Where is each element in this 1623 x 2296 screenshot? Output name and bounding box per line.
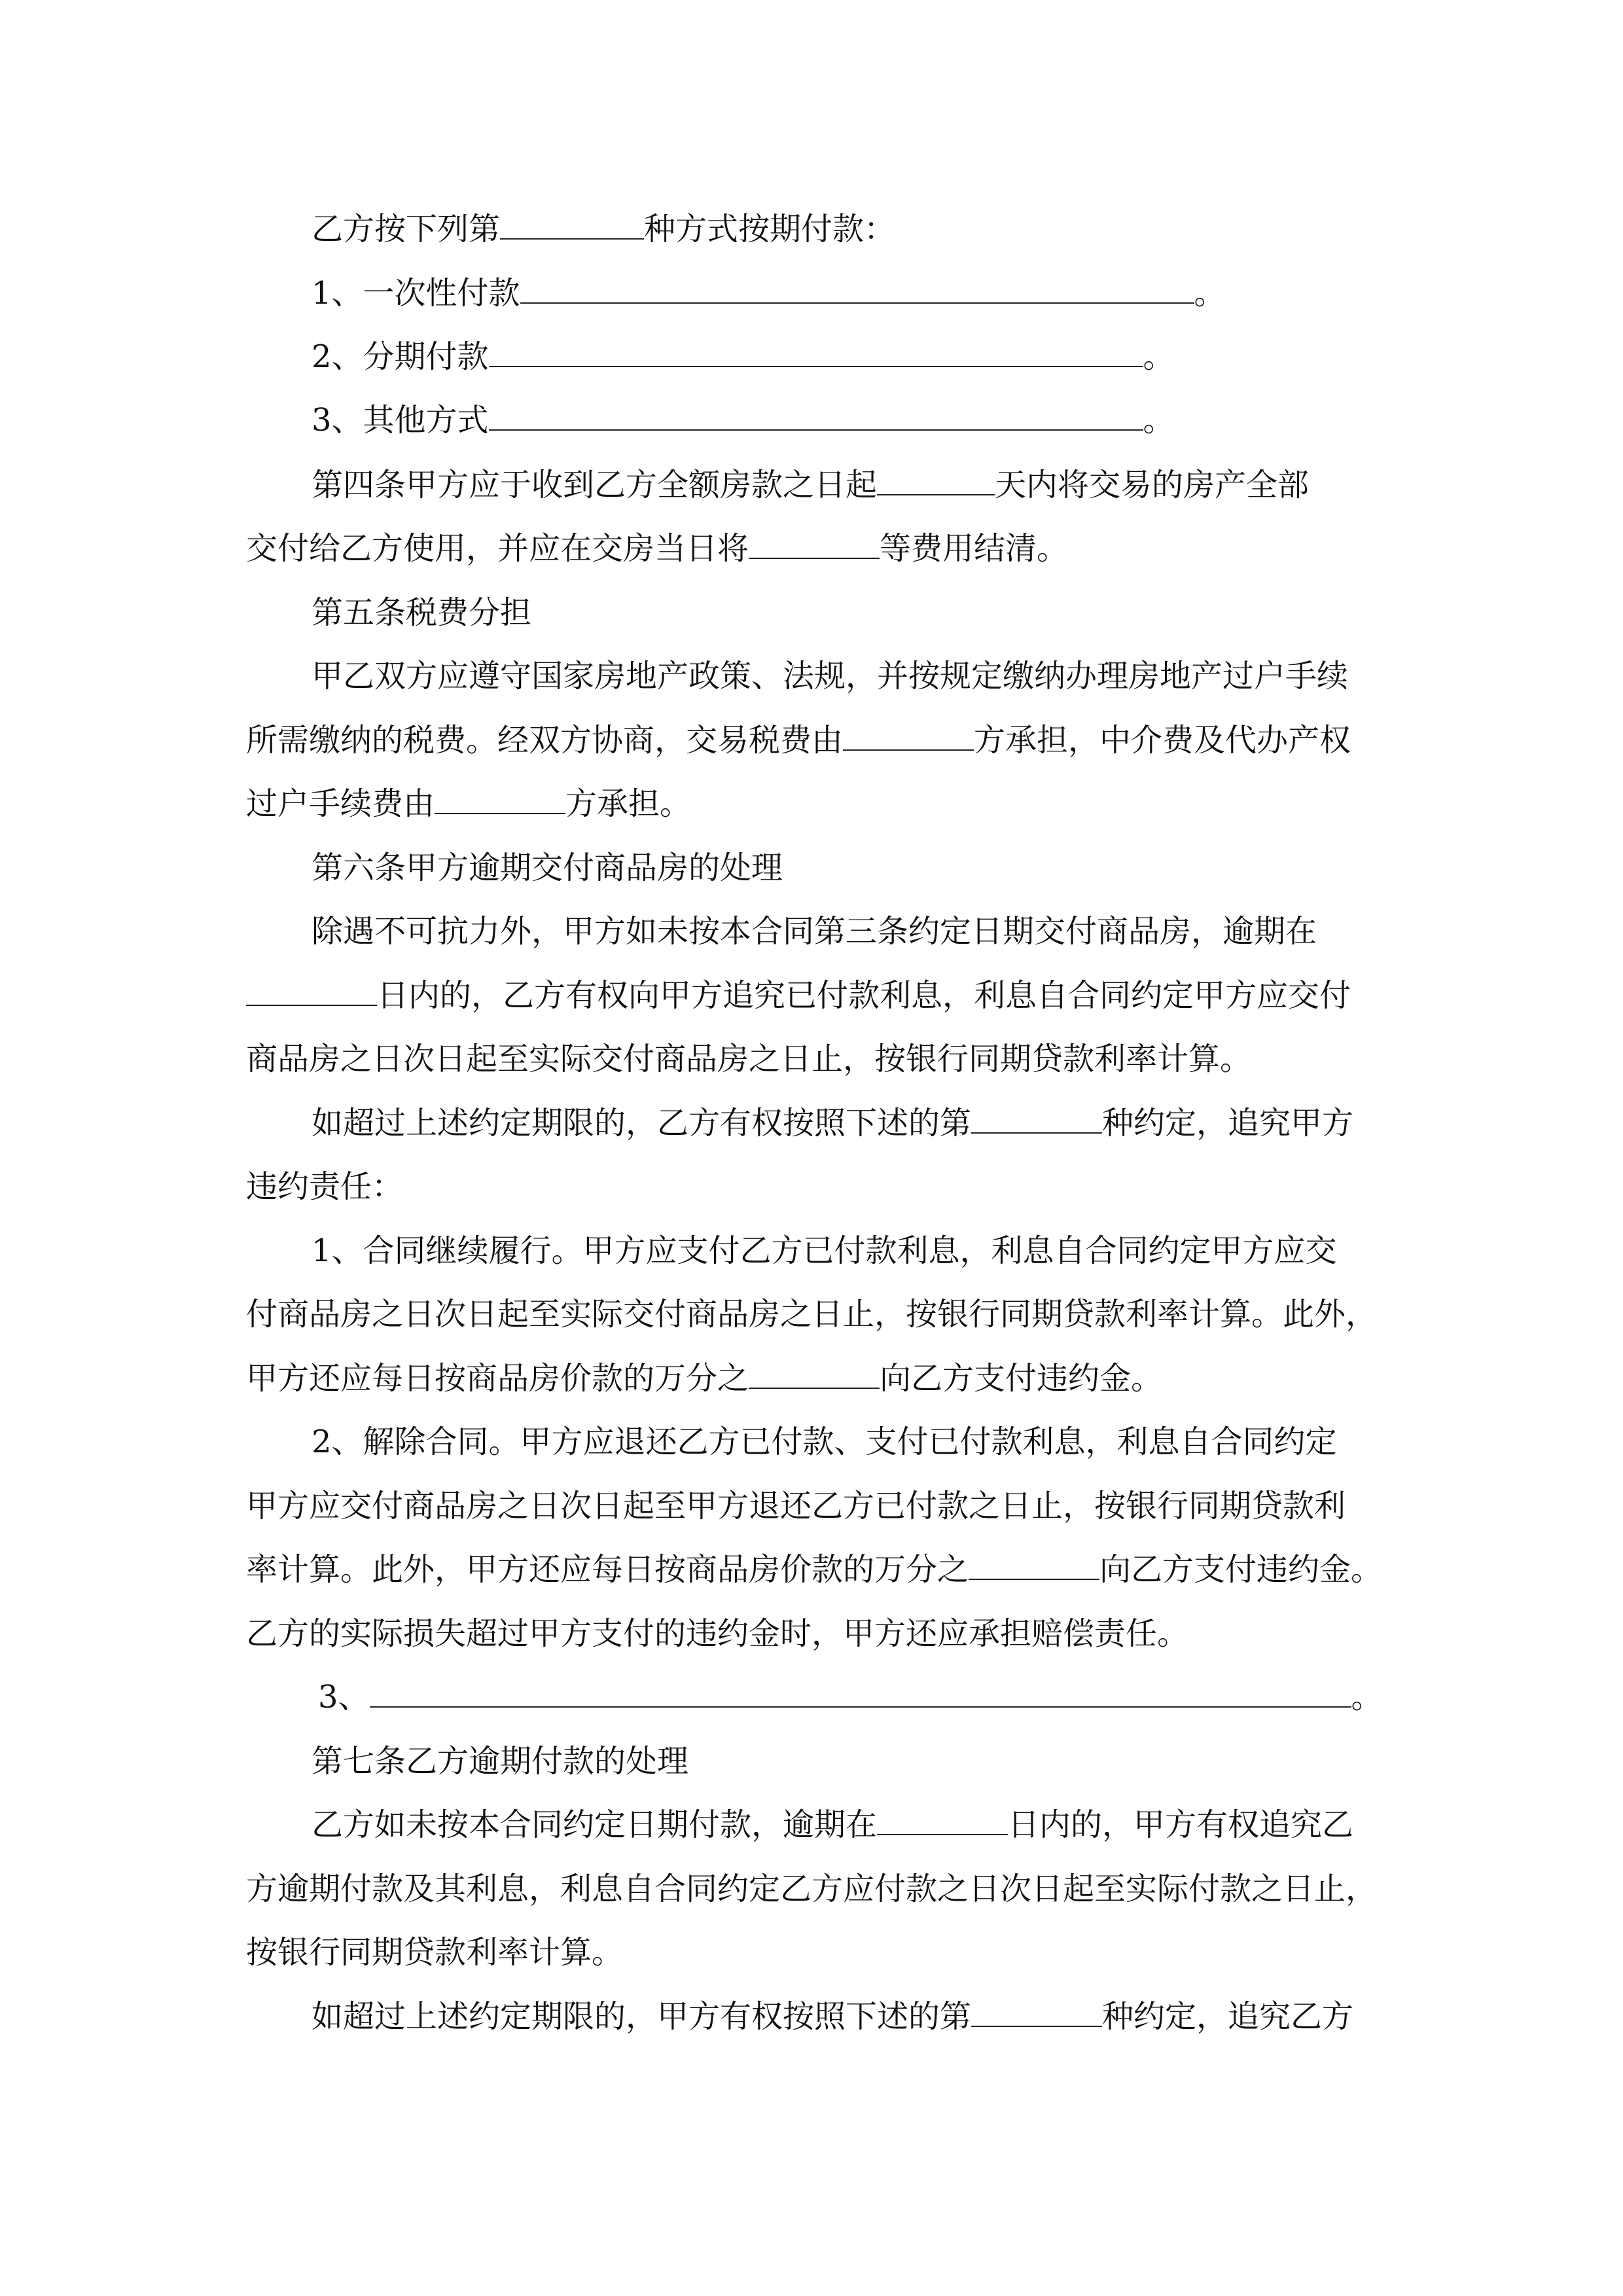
payment-method-intro: 乙方按下列第 种方式按期付款： <box>312 211 896 247</box>
fill-blank[interactable] <box>971 1997 1102 2027</box>
remedy-2-continued-2: 率计算。此外，甲方还应每日按商品房价款的万分之 向乙方支付违约金。 <box>246 1551 1383 1588</box>
payment-option-1: 1、一次性付款 。 <box>312 275 1226 312</box>
fill-blank[interactable] <box>969 1550 1099 1580</box>
article-7-continued-2: 按银行同期贷款利率计算。 <box>246 1934 624 1971</box>
article-4-paragraph: 第四条甲方应于收到乙方全额房款之日起 天内将交易的房产全部 <box>312 467 1310 503</box>
remedy-2-paragraph: 2、解除合同。甲方应退还乙方已付款、支付已付款利息，利息自合同约定 <box>312 1424 1337 1460</box>
article-7-overdue-paragraph: 如超过上述约定期限的，甲方有权按照下述的第 种约定，追究乙方 <box>312 1998 1354 2035</box>
fill-blank[interactable] <box>749 529 880 559</box>
article-7-paragraph: 乙方如未按本合同约定日期付款，逾期在 日内的，甲方有权追究乙 <box>312 1806 1354 1843</box>
fill-blank[interactable] <box>877 1805 1008 1835</box>
remedy-2-continued-3: 乙方的实际损失超过甲方支付的违约金时，甲方还应承担赔偿责任。 <box>246 1615 1189 1652</box>
fill-blank[interactable] <box>520 274 1194 304</box>
article-5-heading: 第五条税费分担 <box>312 594 532 631</box>
remedy-1-continued-2: 甲方还应每日按商品房价款的万分之 向乙方支付违约金。 <box>246 1360 1163 1397</box>
article-6-overdue-continued: 违约责任： <box>246 1168 404 1205</box>
remedy-2-continued: 甲方应交付商品房之日次日起至甲方退还乙方已付款之日止，按银行同期贷款利 <box>246 1488 1346 1524</box>
fill-blank[interactable] <box>749 1359 880 1389</box>
article-5-continued-2: 过户手续费由 方承担。 <box>246 785 692 822</box>
article-5-paragraph: 甲乙双方应遵守国家房地产政策、法规，并按规定缴纳办理房地产过户手续 <box>312 658 1349 694</box>
article-6-overdue-paragraph: 如超过上述约定期限的，乙方有权按照下述的第 种约定，追究甲方 <box>312 1105 1354 1141</box>
article-6-heading: 第六条甲方逾期交付商品房的处理 <box>312 850 783 886</box>
article-7-heading: 第七条乙方逾期付款的处理 <box>312 1743 689 1780</box>
fill-blank[interactable] <box>435 784 565 814</box>
article-4-continued: 交付给乙方使用，并应在交房当日将 等费用结清。 <box>246 530 1069 567</box>
article-6-continued: 日内的，乙方有权向甲方追究已付款利息，利息自合同约定甲方应交付 <box>246 976 1351 1015</box>
article-5-continued: 所需缴纳的税费。经双方协商，交易税费由 方承担，中介费及代办产权 <box>246 722 1351 759</box>
fill-blank[interactable] <box>370 1677 1351 1708</box>
payment-option-2: 2、分期付款 。 <box>312 338 1175 375</box>
fill-blank[interactable] <box>500 209 644 240</box>
remedy-1-paragraph: 1、合同继续履行。甲方应支付乙方已付款利息，利息自合同约定甲方应交 <box>312 1232 1337 1269</box>
article-6-paragraph: 除遇不可抗力外，甲方如未按本合同第三条约定日期交付商品房，逾期在 <box>312 913 1317 950</box>
payment-option-3: 3、其他方式 。 <box>312 402 1175 439</box>
article-7-continued: 方逾期付款及其利息，利息自合同约定乙方应付款之日次日起至实际付款之日止， <box>246 1871 1378 1907</box>
article-6-continued-2: 商品房之日次日起至实际交付商品房之日止，按银行同期贷款利率计算。 <box>246 1041 1252 1077</box>
fill-blank[interactable] <box>971 1103 1102 1134</box>
fill-blank[interactable] <box>877 465 995 495</box>
remedy-1-continued: 付商品房之日次日起至实际交付商品房之日止，按银行同期贷款利率计算。此外， <box>246 1296 1378 1333</box>
fill-blank[interactable] <box>489 337 1143 367</box>
fill-blank[interactable] <box>843 721 974 751</box>
fill-blank[interactable] <box>246 976 377 1006</box>
remedy-3: 3、 。 <box>318 1679 1383 1715</box>
fill-blank[interactable] <box>489 401 1143 431</box>
